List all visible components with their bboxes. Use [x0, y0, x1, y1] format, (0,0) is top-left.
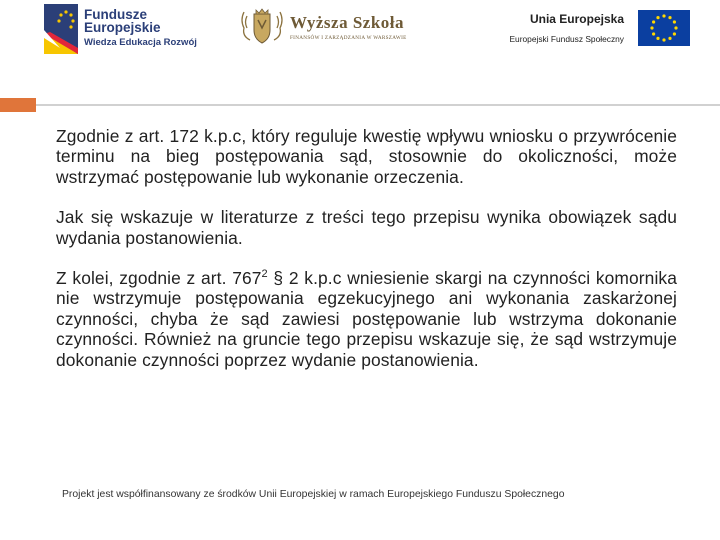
funding-note: Projekt jest współfinansowany ze środków Unii Europejskiej w ramach Europejskiego Funduszu Społecznego: [62, 489, 565, 500]
fundusze-line1: Fundusze: [84, 7, 147, 22]
paragraph-3: [56, 268, 677, 370]
paragraph-3-start: Z kolei, zgodnie z art. 767: [56, 268, 262, 289]
fundusze-text: [84, 8, 197, 49]
school-logo: [238, 6, 438, 46]
fundusze-line3: Wiedza Edukacja Rozwój: [84, 37, 197, 48]
eu-line1: Unia Europejska: [529, 12, 624, 26]
school-name: Wyższa Szkoła: [290, 13, 405, 32]
paragraph-3-rest: § 2 k.p.c wniesienie skargi na czynności komornika nie wstrzymuje postępowania egzekucyjnego ani wykonania zaskarżonej czynności, chyba że sąd zawiesi postępowanie lub wstrzyma dokonanie czynności. Również na gruncie tego przepisu wskazuje się, że sąd wstrzymuje dokonanie czynności poprzez wydanie postanowienia.: [56, 268, 677, 370]
header-divider: [36, 104, 720, 106]
fundusze-europejskie-logo: [44, 2, 214, 56]
paragraph-1: Zgodnie z art. 172 k.p.c, który reguluje kwestię wpływu wniosku o przywrócenie terminu na bieg postępowania sąd, stosownie do okoliczności, może wstrzymać postępowanie lub wykonanie orzeczenia.: [56, 126, 677, 187]
paragraph-2: Jak się wskazuje w literaturze z treści tego przepisu wynika obowiązek sądu wydania postanowienia.: [56, 207, 677, 248]
eu-line2: Europejski Fundusz Społeczny: [509, 34, 624, 44]
eu-text: [509, 12, 624, 44]
fundusze-line2: Europejskie: [84, 20, 161, 35]
eu-logo: [500, 12, 690, 52]
school-subtitle: FINANSÓW I ZARZĄDZANIA W WARSZAWIE: [290, 35, 407, 41]
slide-content: [56, 126, 677, 370]
article-superscript: 2: [261, 268, 268, 281]
fundusze-europejskie-flag-icon: [44, 4, 78, 54]
eu-flag-icon: [638, 10, 690, 46]
school-crest-icon: [238, 6, 286, 46]
accent-block: [0, 98, 36, 112]
logo-bar: [0, 0, 720, 72]
